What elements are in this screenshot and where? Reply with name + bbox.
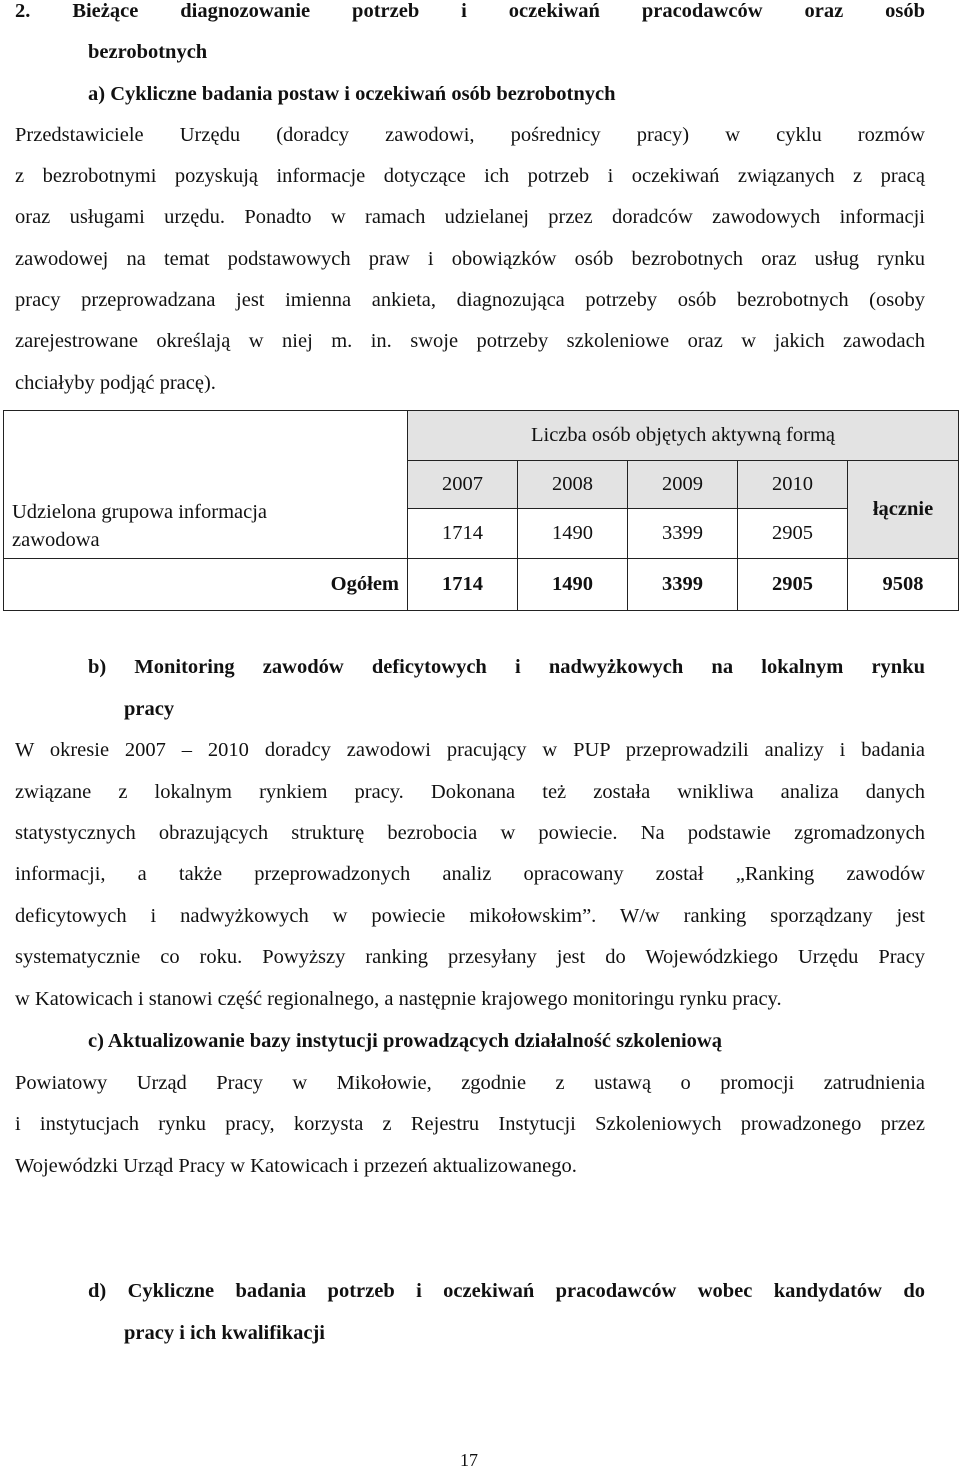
year-header-2008: 2008 bbox=[518, 461, 628, 509]
paragraph-b-line: deficytowych i nadwyżkowych w powiecie mikołowskim”. W/w ranking sporządzany jest bbox=[15, 905, 925, 927]
year-header-2007: 2007 bbox=[408, 461, 518, 509]
paragraph-a-line: z bezrobotnymi pozyskują informacje dotyczące ich potrzeb i oczekiwań związanych z pracą bbox=[15, 165, 925, 187]
paragraph-b-line: informacji, a także przeprowadzonych analiz opracowany został „Ranking zawodów bbox=[15, 863, 925, 885]
subsection-a-heading: a) Cykliczne badania postaw i oczekiwań osób bezrobotnych bbox=[88, 83, 616, 105]
sum-2010: 2905 bbox=[738, 559, 848, 611]
paragraph-a-line: oraz usługami urzędu. Ponadto w ramach udzielanej przez doradców zawodowych informacji bbox=[15, 206, 925, 228]
subsection-b-heading-line-1: b) Monitoring zawodów deficytowych i nadwyżkowych na lokalnym rynku bbox=[88, 656, 925, 678]
paragraph-a-line: chciałyby podjąć pracę). bbox=[15, 372, 216, 394]
row-label-line-1: Udzielona grupowa informacja bbox=[12, 501, 268, 523]
paragraph-c-line: Powiatowy Urząd Pracy w Mikołowie, zgodnie z ustawą o promocji zatrudnienia bbox=[15, 1072, 925, 1094]
paragraph-b-line: związane z lokalnym rynkiem pracy. Dokonana też została wnikliwa analiza danych bbox=[15, 781, 925, 803]
total-header: łącznie bbox=[848, 461, 959, 559]
year-header-2009: 2009 bbox=[628, 461, 738, 509]
paragraph-a-line: Przedstawiciele Urzędu (doradcy zawodowi, pośrednicy pracy) w cyklu rozmów bbox=[15, 124, 925, 146]
table-header-main: Liczba osób objętych aktywną formą bbox=[408, 411, 959, 461]
paragraph-a-line: pracy przeprowadzana jest imienna ankieta, diagnozująca potrzeby osób bezrobotnych (osoby bbox=[15, 289, 925, 311]
subsection-d-heading-line-2: pracy i ich kwalifikacji bbox=[124, 1322, 326, 1344]
value-2007: 1714 bbox=[408, 509, 518, 559]
row-label-line-2: zawodowa bbox=[12, 529, 100, 551]
paragraph-a-line: zawodowej na temat podstawowych praw i obowiązków osób bezrobotnych oraz usług rynku bbox=[15, 248, 925, 270]
value-2009: 3399 bbox=[628, 509, 738, 559]
paragraph-c-line: i instytucjach rynku pracy, korzysta z Rejestru Instytucji Szkoleniowych prowadzonego przez bbox=[15, 1113, 925, 1135]
paragraph-b-line: W okresie 2007 – 2010 doradcy zawodowi pracujący w PUP przeprowadzili analizy i badania bbox=[15, 739, 925, 761]
sum-2007: 1714 bbox=[408, 559, 518, 611]
value-2010: 2905 bbox=[738, 509, 848, 559]
sum-total: 9508 bbox=[848, 559, 959, 611]
value-2008: 1490 bbox=[518, 509, 628, 559]
sum-2008: 1490 bbox=[518, 559, 628, 611]
sum-2009: 3399 bbox=[628, 559, 738, 611]
paragraph-b-line: w Katowicach i stanowi część regionalnego, a następnie krajowego monitoringu rynku pracy. bbox=[15, 988, 782, 1010]
subsection-b-heading-line-2: pracy bbox=[124, 698, 175, 720]
subsection-c-heading: c) Aktualizowanie bazy instytucji prowadzących działalność szkoleniową bbox=[88, 1030, 722, 1052]
paragraph-b-line: statystycznych obrazujących strukturę bezrobocia w powiecie. Na podstawie zgromadzonych bbox=[15, 822, 925, 844]
year-header-2010: 2010 bbox=[738, 461, 848, 509]
subsection-d-heading-line-1: d) Cykliczne badania potrzeb i oczekiwań pracodawców wobec kandydatów do bbox=[88, 1280, 925, 1302]
page-number: 17 bbox=[460, 1450, 478, 1470]
sum-label: Ogółem bbox=[4, 559, 408, 611]
paragraph-b-line: systematycznie co roku. Powyższy ranking przesyłany jest do Wojewódzkiego Urzędu Pracy bbox=[15, 946, 925, 968]
paragraph-c-line: Wojewódzki Urząd Pracy w Katowicach i przezeń aktualizowanego. bbox=[15, 1155, 577, 1177]
statistics-table bbox=[3, 410, 959, 611]
section-heading-line-2: bezrobotnych bbox=[88, 41, 208, 63]
row-label-cell bbox=[4, 411, 408, 559]
paragraph-a-line: zarejestrowane określają w niej m. in. swoje potrzeby szkoleniowe oraz w jakich zawodach bbox=[15, 330, 925, 352]
section-heading-line-1: 2. Bieżące diagnozowanie potrzeb i oczekiwań pracodawców oraz osób bbox=[15, 0, 925, 22]
